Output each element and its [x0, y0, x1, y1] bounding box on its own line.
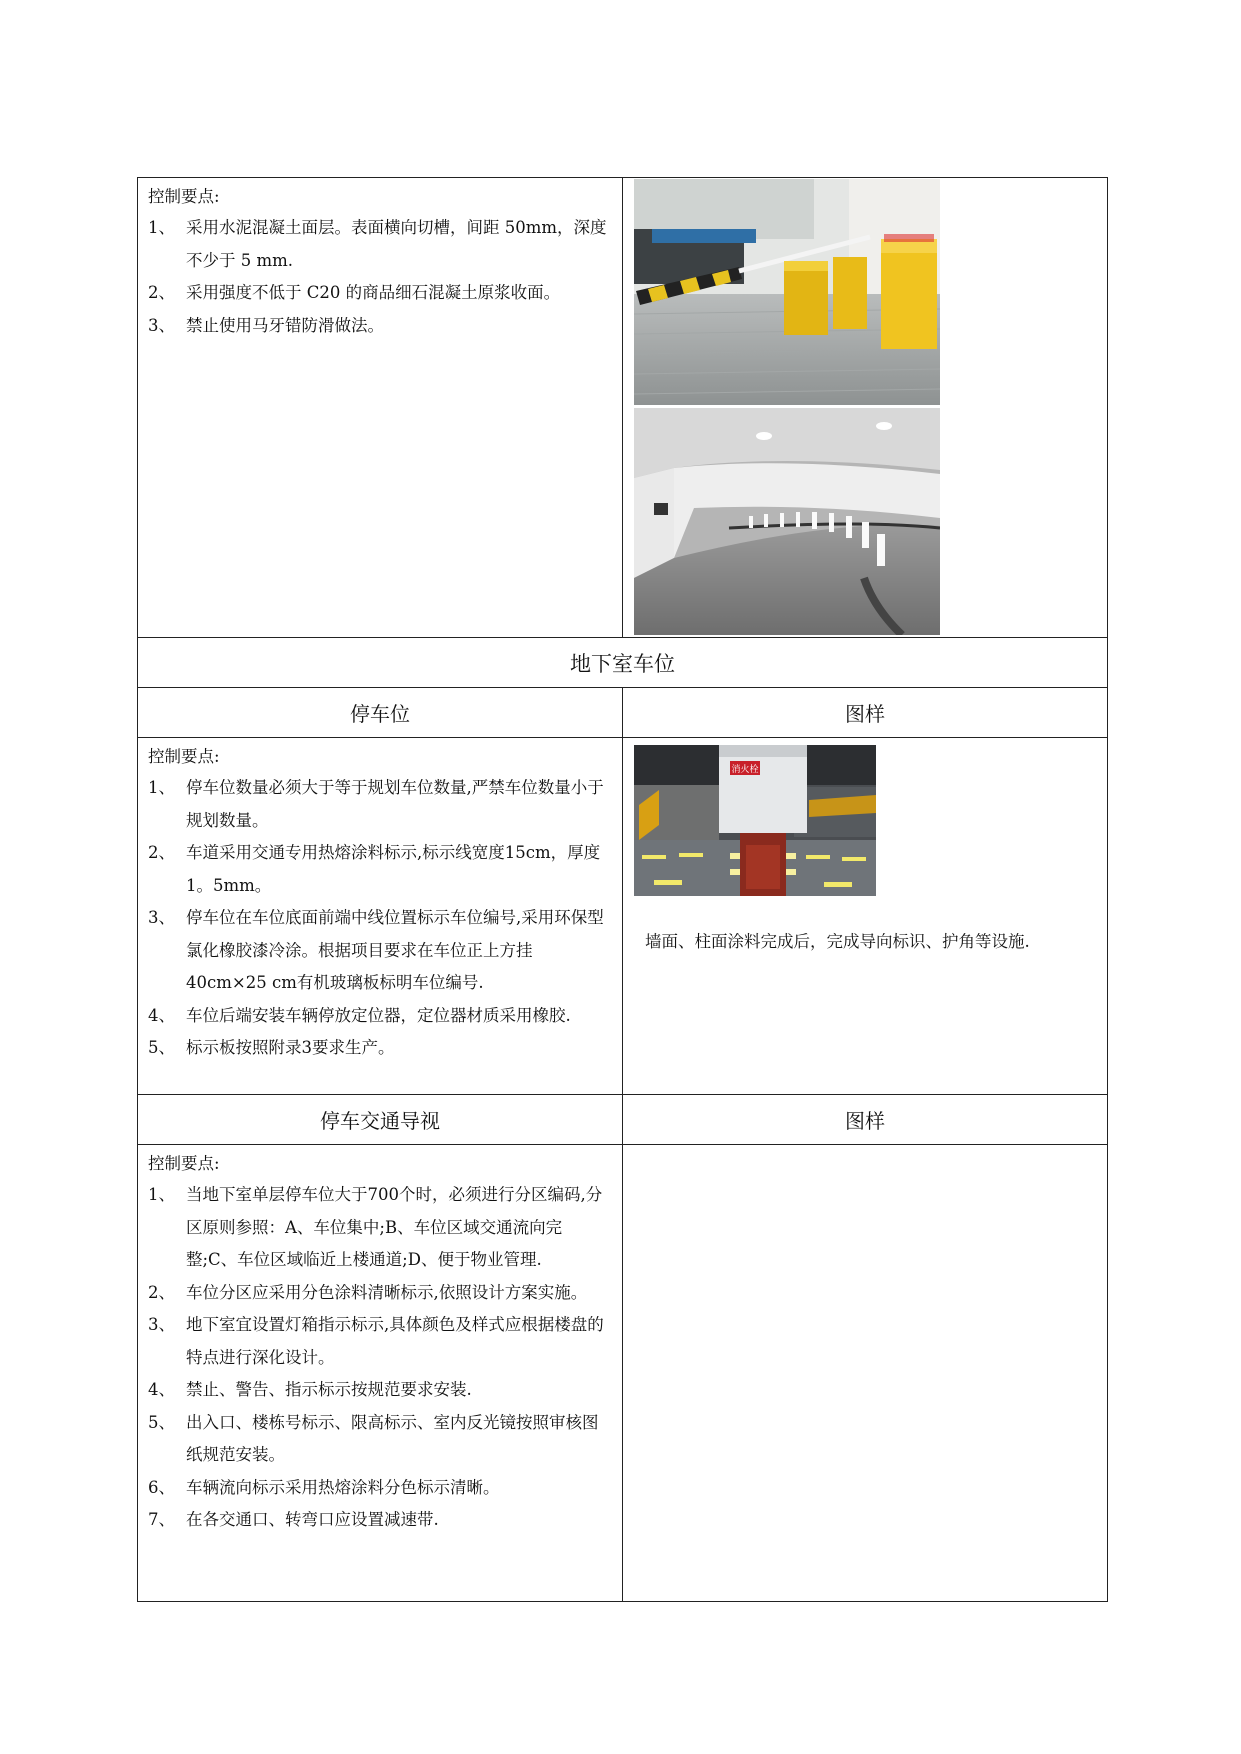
list-item-number: 3、	[148, 908, 175, 927]
list-item	[148, 772, 612, 837]
list-item	[148, 1309, 612, 1374]
list-item-text: 地下室宜设置灯箱指示标示,具体颜色及样式应根据楼盘的特点进行深化设计。	[186, 1315, 604, 1367]
list-item-text: 在各交通口、转弯口应设置减速带.	[186, 1510, 439, 1529]
list-item	[148, 1000, 612, 1033]
parking-row	[138, 738, 1108, 1095]
ramp-row	[138, 178, 1108, 638]
guidance-sample-cell	[623, 1145, 1108, 1602]
list-item-text: 标示板按照附录3要求生产。	[186, 1038, 395, 1057]
list-item	[148, 837, 612, 902]
parking-photo-caption: 墙面、柱面涂料完成后，完成导向标识、护角等设施.	[645, 932, 1030, 951]
list-item-number: 3、	[148, 1315, 175, 1334]
parking-photo-cell	[623, 738, 1108, 1095]
list-item-number: 2、	[148, 1282, 175, 1302]
list-item-text: 车位后端安装车辆停放定位器，定位器材质采用橡胶.	[186, 1005, 571, 1025]
parking-header-left: 停车位	[138, 688, 623, 738]
list-item	[148, 212, 612, 277]
hydrant-sign-text: 消火栓	[731, 765, 759, 775]
list-item-text: 禁止使用马牙错防滑做法。	[186, 315, 384, 335]
control-points-label: 控制要点:	[148, 1154, 220, 1173]
list-item-text: 禁止、警告、指示标示按规范要求安装.	[186, 1380, 472, 1399]
list-item	[148, 1504, 612, 1537]
list-item	[148, 1374, 612, 1407]
barrier-gate-photo	[634, 179, 940, 405]
list-item	[148, 1179, 612, 1277]
list-item	[148, 1407, 612, 1472]
parking-header-right: 图样	[623, 688, 1108, 738]
guidance-header-left: 停车交通导视	[138, 1095, 623, 1145]
list-item-text: 当地下室单层停车位大于700个时，必须进行分区编码,分区原则参照：A、车位集中;B、车位区域交通流向完整;C、车位区域临近上楼通道;D、便于物业管理.	[186, 1185, 603, 1269]
section-title: 地下室车位	[138, 638, 1108, 688]
guidance-control-points-cell	[138, 1145, 623, 1602]
list-item-number: 2、	[148, 843, 175, 862]
list-item-number: 1、	[148, 1185, 175, 1204]
guidance-header-right: 图样	[623, 1095, 1108, 1145]
control-points-label: 控制要点:	[148, 187, 220, 206]
ramp-control-points-cell	[138, 178, 623, 638]
list-item-number: 2、	[148, 283, 175, 302]
list-item-number: 1、	[148, 218, 175, 237]
list-item-number: 3、	[148, 315, 175, 335]
list-item-text: 车辆流向标示采用热熔涂料分色标示清晰。	[186, 1477, 500, 1497]
list-item-number: 5、	[148, 1412, 175, 1432]
list-item-number: 7、	[148, 1510, 175, 1529]
guidance-item-list	[148, 1179, 612, 1537]
list-item-text: 停车位数量必须大于等于规划车位数量,严禁车位数量小于规划数量。	[186, 778, 604, 830]
list-item-number: 4、	[148, 1005, 175, 1025]
list-item	[148, 277, 612, 310]
ramp-item-list	[148, 212, 612, 342]
list-item	[148, 310, 612, 343]
list-item-number: 6、	[148, 1477, 175, 1497]
list-item-text: 采用水泥混凝土面层。表面横向切槽，间距 50mm，深度不少于 5 mm.	[186, 218, 607, 270]
ramp-photo-cell	[623, 178, 1108, 638]
list-item-text: 停车位在车位底面前端中线位置标示车位编号,采用环保型氯化橡胶漆冷涂。根据项目要求在车位正上方挂40cm×25 cm有机玻璃板标明车位编号.	[186, 908, 604, 992]
list-item-number: 4、	[148, 1380, 175, 1399]
list-item	[148, 1472, 612, 1505]
list-item-text: 出入口、楼栋号标示、限高标示、室内反光镜按照审核图纸规范安装。	[186, 1412, 599, 1464]
list-item	[148, 902, 612, 1000]
parking-column-photo	[634, 745, 876, 896]
list-item-number: 1、	[148, 778, 175, 797]
control-points-label: 控制要点:	[148, 747, 220, 766]
parking-item-list	[148, 772, 612, 1065]
list-item-text: 车道采用交通专用热熔涂料标示,标示线宽度15cm，厚度1。5mm。	[186, 843, 601, 895]
list-item-number: 5、	[148, 1038, 175, 1057]
spec-table	[137, 177, 1108, 1602]
list-item	[148, 1032, 612, 1065]
list-item	[148, 1277, 612, 1310]
list-item-text: 采用强度不低于 C20 的商品细石混凝土原浆收面。	[186, 283, 561, 302]
guidance-row	[138, 1145, 1108, 1602]
list-item-text: 车位分区应采用分色涂料清晰标示,依照设计方案实施。	[186, 1282, 588, 1302]
parking-control-points-cell	[138, 738, 623, 1095]
curved-ramp-photo	[634, 408, 940, 635]
